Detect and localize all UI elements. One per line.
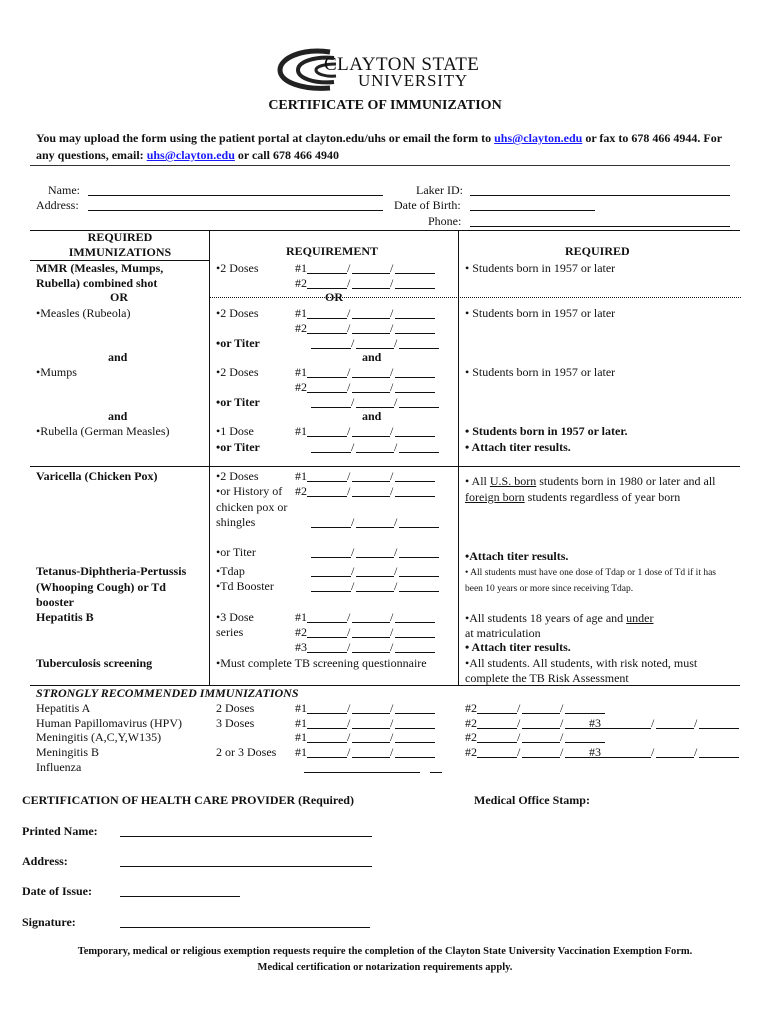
date-slash: / — [351, 395, 355, 409]
logo-line2: UNIVERSITY — [358, 71, 468, 90]
rubella-label: •Rubella (German Measles) — [36, 424, 170, 438]
and-label: and — [362, 409, 382, 423]
date-blank-line[interactable] — [307, 622, 347, 623]
dose-num: #2 — [295, 276, 307, 290]
date-blank-line[interactable] — [352, 742, 390, 743]
date-blank-line[interactable] — [352, 622, 390, 623]
date-blank-line[interactable] — [307, 273, 347, 274]
date-slash: / — [390, 640, 394, 654]
date-blank-line[interactable] — [395, 333, 435, 334]
date-blank-line[interactable] — [356, 407, 394, 408]
date-slash: / — [394, 515, 398, 529]
date-slash: / — [390, 469, 394, 483]
date-slash: / — [517, 716, 521, 730]
date-blank-line[interactable] — [565, 728, 605, 729]
date-blank-line[interactable] — [395, 713, 435, 714]
recommended-heading: STRONGLY RECOMMENDED IMMUNIZATIONS — [36, 686, 299, 700]
date-blank-line[interactable] — [356, 452, 394, 453]
laker-id-field[interactable] — [470, 195, 730, 196]
page-title: CERTIFICATE OF IMMUNIZATION — [268, 98, 502, 113]
date-slash: / — [390, 276, 394, 290]
dose-num: #1 — [295, 745, 307, 759]
date-blank-line[interactable] — [395, 757, 435, 758]
date-blank-line[interactable] — [399, 407, 439, 408]
table-dotted-rule — [209, 297, 741, 298]
date-blank-line[interactable] — [601, 757, 651, 758]
date-blank-line[interactable] — [395, 496, 435, 497]
dose-num: #2 — [465, 716, 477, 730]
date-slash: / — [347, 484, 351, 498]
date-blank-line[interactable] — [307, 377, 347, 378]
printed-name-field[interactable] — [120, 836, 372, 837]
date-slash: / — [694, 716, 698, 730]
date-slash: / — [394, 440, 398, 454]
signature-field[interactable] — [120, 927, 370, 928]
phone-label: Phone: — [428, 214, 462, 228]
hepb-series: •3 Dose series — [216, 610, 254, 639]
date-blank-line[interactable] — [356, 527, 394, 528]
date-blank-line[interactable] — [399, 557, 439, 558]
date-blank-line[interactable] — [311, 591, 351, 592]
footer-line1: Temporary, medical or religious exemption requests require the completion of the Clayton State University Vaccination Exemption Form. — [77, 946, 693, 957]
date-slash: / — [651, 716, 655, 730]
flu-blank-line[interactable] — [304, 772, 420, 773]
email-link[interactable]: uhs@clayton.edu — [494, 131, 583, 145]
date-slash: / — [347, 424, 351, 438]
date-blank-line[interactable] — [307, 713, 347, 714]
date-issue-field[interactable] — [120, 896, 240, 897]
dose-num: #1 — [295, 424, 307, 438]
measles-label: •Measles (Rubeola) — [36, 306, 131, 320]
date-slash: / — [347, 716, 351, 730]
date-blank-line[interactable] — [395, 377, 435, 378]
address-label: Address: — [36, 198, 79, 212]
phone-field[interactable] — [470, 226, 730, 227]
date-blank-line[interactable] — [352, 713, 390, 714]
date-blank-line[interactable] — [356, 591, 394, 592]
date-slash: / — [347, 306, 351, 320]
date-blank-line[interactable] — [477, 757, 517, 758]
date-blank-line[interactable] — [356, 576, 394, 577]
address-field[interactable] — [88, 210, 383, 211]
stamp-label: Medical Office Stamp: — [474, 793, 590, 807]
date-blank-line[interactable] — [699, 757, 739, 758]
date-blank-line[interactable] — [565, 757, 605, 758]
date-blank-line[interactable] — [399, 452, 439, 453]
date-slash: / — [390, 365, 394, 379]
date-blank-line[interactable] — [395, 436, 435, 437]
date-blank-line[interactable] — [307, 496, 347, 497]
tb-requirement: •Must complete TB screening questionnaire — [216, 656, 427, 670]
and-label: and — [108, 350, 128, 364]
table-row-border — [30, 466, 740, 467]
mmr-label: MMR (Measles, Mumps, Rubella) combined shot — [36, 261, 164, 290]
date-blank-line[interactable] — [352, 637, 390, 638]
date-blank-line[interactable] — [522, 728, 560, 729]
td-booster-dose: •Td Booster — [216, 579, 274, 593]
date-blank-line[interactable] — [311, 576, 351, 577]
date-blank-line[interactable] — [307, 392, 347, 393]
dob-field[interactable] — [470, 210, 595, 211]
date-slash: / — [351, 515, 355, 529]
mmr-doses: •2 Doses — [216, 261, 259, 275]
date-blank-line[interactable] — [395, 288, 435, 289]
date-blank-line[interactable] — [601, 728, 651, 729]
hepa-doses: 2 Doses — [216, 701, 255, 715]
varicella-titer: •or Titer — [216, 545, 256, 559]
date-blank-line[interactable] — [395, 622, 435, 623]
or-titer: •or Titer — [216, 395, 260, 409]
date-blank-line[interactable] — [395, 652, 435, 653]
date-blank-line[interactable] — [307, 333, 347, 334]
date-slash: / — [394, 336, 398, 350]
dose-num: #3 — [295, 640, 307, 654]
intro-text: You may upload the form using the patient portal at clayton.edu/uhs or email the form to uhs@clayton.edu or fax to 678 466 4944. For any questions, email: uhs@clayton.edu or call 678 466 4940 — [36, 131, 722, 162]
date-slash: / — [560, 716, 564, 730]
date-blank-line[interactable] — [311, 527, 351, 528]
date-blank-line[interactable] — [352, 481, 390, 482]
date-blank-line[interactable] — [352, 288, 390, 289]
and-label: and — [362, 350, 382, 364]
rubella-requirement: • Students born in 1957 or later. — [465, 424, 628, 438]
date-blank-line[interactable] — [352, 436, 390, 437]
date-slash: / — [390, 716, 394, 730]
date-blank-line[interactable] — [399, 348, 439, 349]
date-slash: / — [394, 545, 398, 559]
date-slash: / — [560, 745, 564, 759]
date-blank-line[interactable] — [395, 481, 435, 482]
printed-name-label: Printed Name: — [22, 824, 98, 838]
hepa-label: Hepatitis A — [36, 701, 91, 715]
date-slash: / — [347, 469, 351, 483]
date-slash: / — [651, 745, 655, 759]
mening-acyw-label: Meningitis (A,C,Y,W135) — [36, 730, 162, 744]
date-blank-line[interactable] — [399, 591, 439, 592]
dose-num: #2 — [295, 321, 307, 335]
date-slash: / — [390, 321, 394, 335]
flu-label: Influenza — [36, 760, 82, 774]
date-slash: / — [390, 306, 394, 320]
dose-num: #2 — [465, 701, 477, 715]
varicella-doses: •2 Doses — [216, 469, 259, 483]
date-slash: / — [390, 625, 394, 639]
varicella-label: Varicella (Chicken Pox) — [36, 469, 158, 483]
tdap-requirement: • All students must have one dose of Tdap or 1 dose of Td if it has been 10 years or more since receiving Tdap. — [465, 568, 716, 594]
date-slash: / — [347, 610, 351, 624]
date-slash: / — [347, 730, 351, 744]
date-blank-line[interactable] — [307, 757, 347, 758]
date-slash: / — [390, 424, 394, 438]
date-blank-line[interactable] — [307, 318, 347, 319]
date-blank-line[interactable] — [307, 436, 347, 437]
attach-titer: • Attach titer results. — [465, 440, 571, 454]
hpv-doses: 3 Doses — [216, 716, 255, 730]
measles-requirement: • Students born in 1957 or later — [465, 306, 616, 320]
date-blank-line[interactable] — [311, 452, 351, 453]
date-blank-line[interactable] — [352, 392, 390, 393]
or-titer: •or Titer — [216, 440, 260, 454]
date-slash: / — [390, 730, 394, 744]
dose-num: #1 — [295, 365, 307, 379]
date-blank-line[interactable] — [307, 481, 347, 482]
date-slash: / — [390, 701, 394, 715]
date-blank-line[interactable] — [307, 728, 347, 729]
mening-b-doses: 2 or 3 Doses — [216, 745, 277, 759]
date-blank-line[interactable] — [307, 288, 347, 289]
hepb-label: Hepatitis B — [36, 610, 94, 624]
date-blank-line[interactable] — [352, 757, 390, 758]
dose-num: #2 — [465, 730, 477, 744]
dose-num: #2 — [295, 484, 307, 498]
date-blank-line[interactable] — [307, 742, 347, 743]
col-header-immunizations: REQUIRED IMMUNIZATIONS — [68, 230, 172, 259]
date-blank-line[interactable] — [395, 742, 435, 743]
divider — [30, 165, 730, 166]
logo-line1: CLAYTON STATE — [324, 54, 480, 75]
date-slash: / — [560, 730, 564, 744]
date-blank-line[interactable] — [477, 728, 517, 729]
date-blank-line[interactable] — [522, 757, 560, 758]
date-blank-line[interactable] — [565, 713, 605, 714]
measles-doses: •2 Doses — [216, 306, 259, 320]
date-blank-line[interactable] — [356, 557, 394, 558]
varicella-requirement: • All U.S. born students born in 1980 or later and all foreign born students regardless of year born — [465, 474, 716, 504]
date-blank-line[interactable] — [307, 652, 347, 653]
date-blank-line[interactable] — [352, 496, 390, 497]
dose-num: #1 — [295, 610, 307, 624]
university-logo — [272, 46, 482, 94]
date-issue-label: Date of Issue: — [22, 884, 92, 898]
date-blank-line[interactable] — [311, 348, 351, 349]
cert-address-field[interactable] — [120, 866, 372, 867]
table-col-divider-2 — [458, 230, 459, 685]
and-label: and — [108, 409, 128, 423]
date-slash: / — [390, 380, 394, 394]
date-slash: / — [347, 640, 351, 654]
laker-id-label: Laker ID: — [416, 183, 463, 197]
date-blank-line[interactable] — [477, 742, 517, 743]
date-slash: / — [390, 610, 394, 624]
date-slash: / — [390, 745, 394, 759]
date-blank-line[interactable] — [356, 348, 394, 349]
mening-b-label: Meningitis B — [36, 745, 100, 759]
tb-label: Tuberculosis screening — [36, 656, 153, 670]
date-slash: / — [517, 701, 521, 715]
date-blank-line[interactable] — [477, 713, 517, 714]
dose-num: #2 — [295, 625, 307, 639]
date-slash: / — [347, 701, 351, 715]
mumps-doses: •2 Doses — [216, 365, 259, 379]
mumps-requirement: • Students born in 1957 or later — [465, 365, 616, 379]
date-blank-line[interactable] — [395, 637, 435, 638]
date-blank-line[interactable] — [395, 273, 435, 274]
date-blank-line[interactable] — [352, 318, 390, 319]
date-slash: / — [351, 545, 355, 559]
dose-num: #1 — [295, 730, 307, 744]
date-slash: / — [351, 564, 355, 578]
date-blank-line[interactable] — [307, 637, 347, 638]
date-blank-line[interactable] — [352, 652, 390, 653]
signature-label: Signature: — [22, 915, 76, 929]
email-link-2[interactable]: uhs@clayton.edu — [146, 148, 235, 162]
tdap-label: Tetanus-Diphtheria-Pertussis (Whooping Cough) or Td booster — [36, 564, 187, 609]
dose-num: #1 — [295, 701, 307, 715]
date-blank-line[interactable] — [311, 557, 351, 558]
varicella-history: •or History of chicken pox or shingles — [216, 484, 288, 529]
hpv-label: Human Papillomavirus (HPV) — [36, 716, 182, 730]
date-slash: / — [390, 484, 394, 498]
date-blank-line[interactable] — [395, 728, 435, 729]
date-blank-line[interactable] — [656, 757, 694, 758]
date-blank-line[interactable] — [399, 527, 439, 528]
date-slash: / — [347, 261, 351, 275]
mmr-requirement: • Students born in 1957 or later — [465, 261, 616, 275]
footer-line2: Medical certification or notarization requirements apply. — [257, 962, 513, 973]
or-titer: •or Titer — [216, 336, 260, 350]
dose-num: #1 — [295, 306, 307, 320]
date-blank-line[interactable] — [522, 742, 560, 743]
date-slash: / — [394, 564, 398, 578]
date-slash: / — [347, 380, 351, 394]
tdap-dose: •Tdap — [216, 564, 245, 578]
rubella-dose: •1 Dose — [216, 424, 254, 438]
date-blank-line[interactable] — [311, 407, 351, 408]
date-blank-line[interactable] — [395, 318, 435, 319]
date-slash: / — [517, 745, 521, 759]
cert-address-label: Address: — [22, 854, 68, 868]
date-slash: / — [351, 440, 355, 454]
date-slash: / — [694, 745, 698, 759]
mumps-label: •Mumps — [36, 365, 77, 379]
date-slash: / — [347, 276, 351, 290]
name-field[interactable] — [88, 195, 383, 196]
date-slash: / — [560, 701, 564, 715]
dose-num: #2 — [465, 745, 477, 759]
date-blank-line[interactable] — [395, 392, 435, 393]
date-slash: / — [347, 625, 351, 639]
date-blank-line[interactable] — [399, 576, 439, 577]
date-blank-line[interactable] — [352, 333, 390, 334]
dob-label: Date of Birth: — [394, 198, 461, 212]
date-slash: / — [517, 730, 521, 744]
date-slash: / — [351, 579, 355, 593]
date-slash: / — [347, 745, 351, 759]
dose-num: #1 — [295, 469, 307, 483]
varicella-attach: •Attach titer results. — [465, 549, 569, 563]
or-label: OR — [325, 290, 343, 304]
or-label: OR — [110, 290, 128, 304]
date-slash: / — [351, 336, 355, 350]
cert-heading: CERTIFICATION OF HEALTH CARE PROVIDER (Required) — [22, 793, 354, 807]
col-header-required: REQUIRED — [565, 244, 630, 258]
date-slash: / — [347, 321, 351, 335]
hepb-requirement: •All students 18 years of age and under — [465, 611, 654, 625]
date-blank-line[interactable] — [352, 273, 390, 274]
dose-num: #2 — [295, 380, 307, 394]
date-blank-line[interactable] — [699, 728, 739, 729]
date-blank-line[interactable] — [352, 377, 390, 378]
table-col-divider-1 — [209, 230, 210, 685]
date-slash: / — [394, 579, 398, 593]
dose-num: #1 — [295, 716, 307, 730]
name-label: Name: — [48, 183, 80, 197]
tb-required: •All students. All students, with risk noted, must complete the TB Risk Assessment — [465, 656, 698, 685]
date-slash: / — [390, 261, 394, 275]
date-slash: / — [347, 365, 351, 379]
date-blank-line[interactable] — [522, 713, 560, 714]
hepb-attach: • Attach titer results. — [465, 640, 571, 654]
flu-blank-line-short[interactable] — [430, 772, 442, 773]
date-blank-line[interactable] — [352, 728, 390, 729]
dose-num: #3 — [589, 745, 601, 759]
dose-num: #1 — [295, 261, 307, 275]
hepb-matriculation: at matriculation — [465, 626, 541, 640]
col-header-requirement: REQUIREMENT — [286, 244, 379, 258]
date-slash: / — [394, 395, 398, 409]
date-blank-line[interactable] — [565, 742, 605, 743]
dose-num: #3 — [589, 716, 601, 730]
date-blank-line[interactable] — [656, 728, 694, 729]
